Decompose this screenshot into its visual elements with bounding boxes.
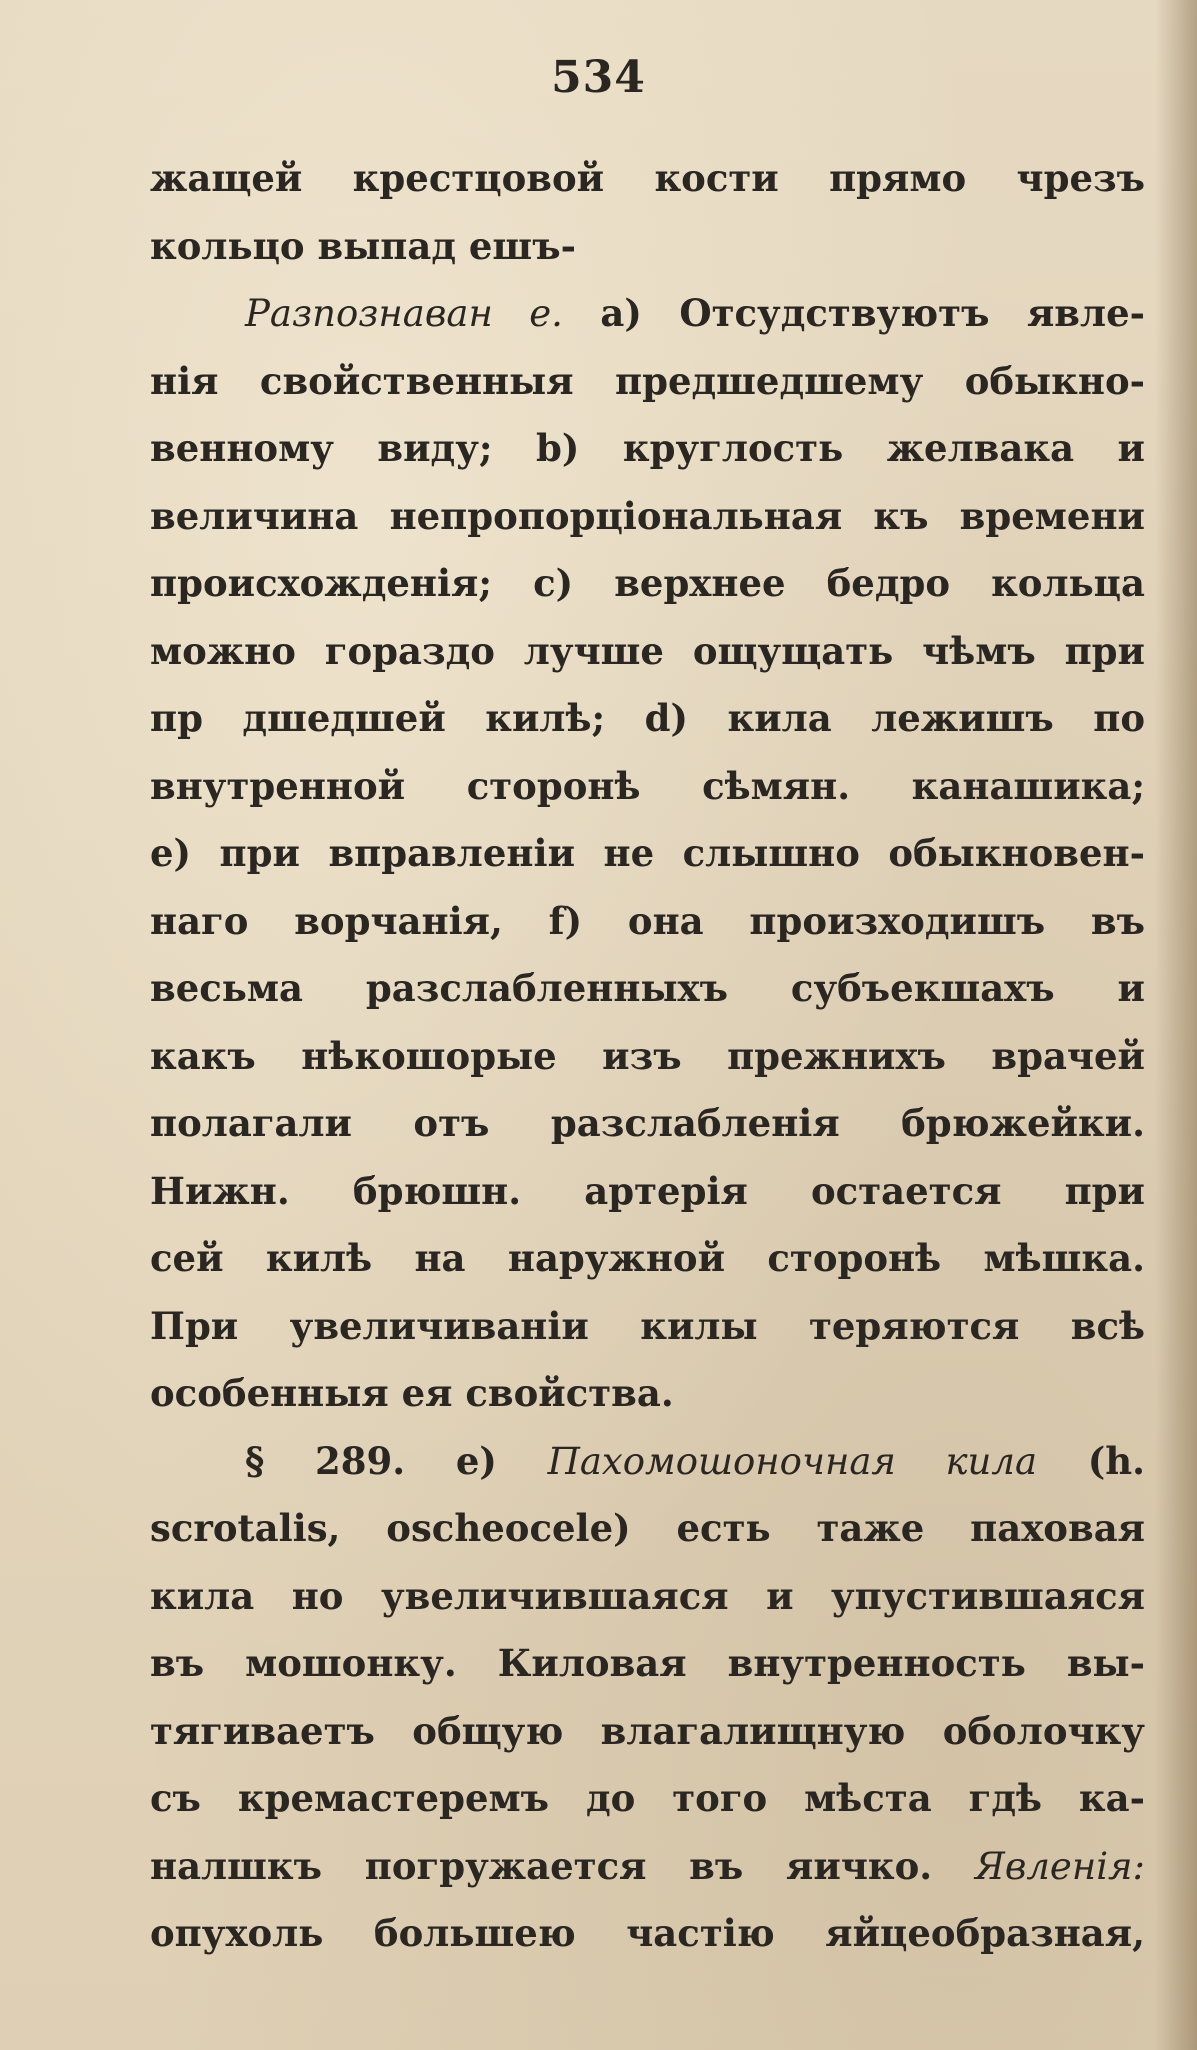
paragraph-heading: Разпознаван е. — [245, 292, 563, 335]
text-line: нія свойственныя предшедшему обыкно- — [150, 358, 1145, 403]
text-line: Нижн. брюшн. артерія остается при — [150, 1168, 1145, 1213]
text-line: При увеличиваніи килы теряются всѣ — [150, 1303, 1145, 1348]
section-text: (h. — [1087, 1438, 1145, 1483]
text-line-main: налшкъ погружается въ яичко. — [150, 1843, 933, 1888]
text-line: жащей крестцовой кости прямо чрезъ — [150, 156, 1145, 200]
text-line: кольцо выпад ешъ- — [150, 223, 576, 268]
text-line: венному виду; b) круглость желвака и — [150, 426, 1145, 470]
text-line: наго ворчанія, f) она произходишъ въ — [150, 898, 1145, 943]
text-line: внутренной сторонѣ сѣмян. канашика; — [150, 763, 1145, 808]
page-edge-shadow — [1155, 0, 1197, 2050]
text-line: величина непропорціональная къ времени — [150, 493, 1145, 538]
paragraph-start-line — [150, 280, 1145, 348]
page-number: 534 — [551, 52, 646, 103]
text-line: можно гораздо лучше ощущать чѣмъ при — [150, 628, 1145, 673]
text-line: съ кремастеремъ до того мѣста гдѣ ка- — [150, 1776, 1145, 1820]
text-line: scrotalis, oscheocele) есть таже паховая — [150, 1506, 1145, 1550]
text-line: кила но увеличившаяся и упустившаяся — [150, 1573, 1145, 1618]
section-heading: Пахомошоночная кила — [547, 1439, 1037, 1483]
text-line: особенныя ея свойства. — [150, 1371, 674, 1415]
section-marker: е) — [455, 1438, 497, 1483]
paragraph-text: а) Отсудствуютъ явле- — [600, 291, 1145, 335]
text-line: какъ нѣкошорые изъ прежнихъ врачей — [150, 1033, 1145, 1078]
body-text — [150, 145, 1145, 1968]
text-line: происхожденія; с) верхнее бедро кольца — [150, 561, 1145, 605]
text-line: тягиваетъ общую влагалищную оболочку — [150, 1708, 1145, 1753]
text-line: опухоль большею частію яйцеобразная, — [150, 1911, 1145, 1955]
text-line: весьма разслабленныхъ субъекшахъ и — [150, 966, 1145, 1010]
italic-heading: Явленія: — [974, 1844, 1145, 1888]
text-line: сей килѣ на наружной сторонѣ мѣшка. — [150, 1236, 1145, 1280]
text-line: въ мошонку. Киловая внутренность вы- — [150, 1641, 1145, 1685]
section-start-line — [150, 1428, 1145, 1496]
text-line: е) при вправленіи не слышно обыкновен- — [150, 831, 1145, 875]
section-number: § 289. — [245, 1438, 406, 1483]
text-line: полагали отъ разслабленія брюжейки. — [150, 1101, 1145, 1145]
text-line — [150, 1833, 1145, 1901]
text-line: пр дшедшей килѣ; d) кила лежишъ по — [150, 696, 1145, 740]
